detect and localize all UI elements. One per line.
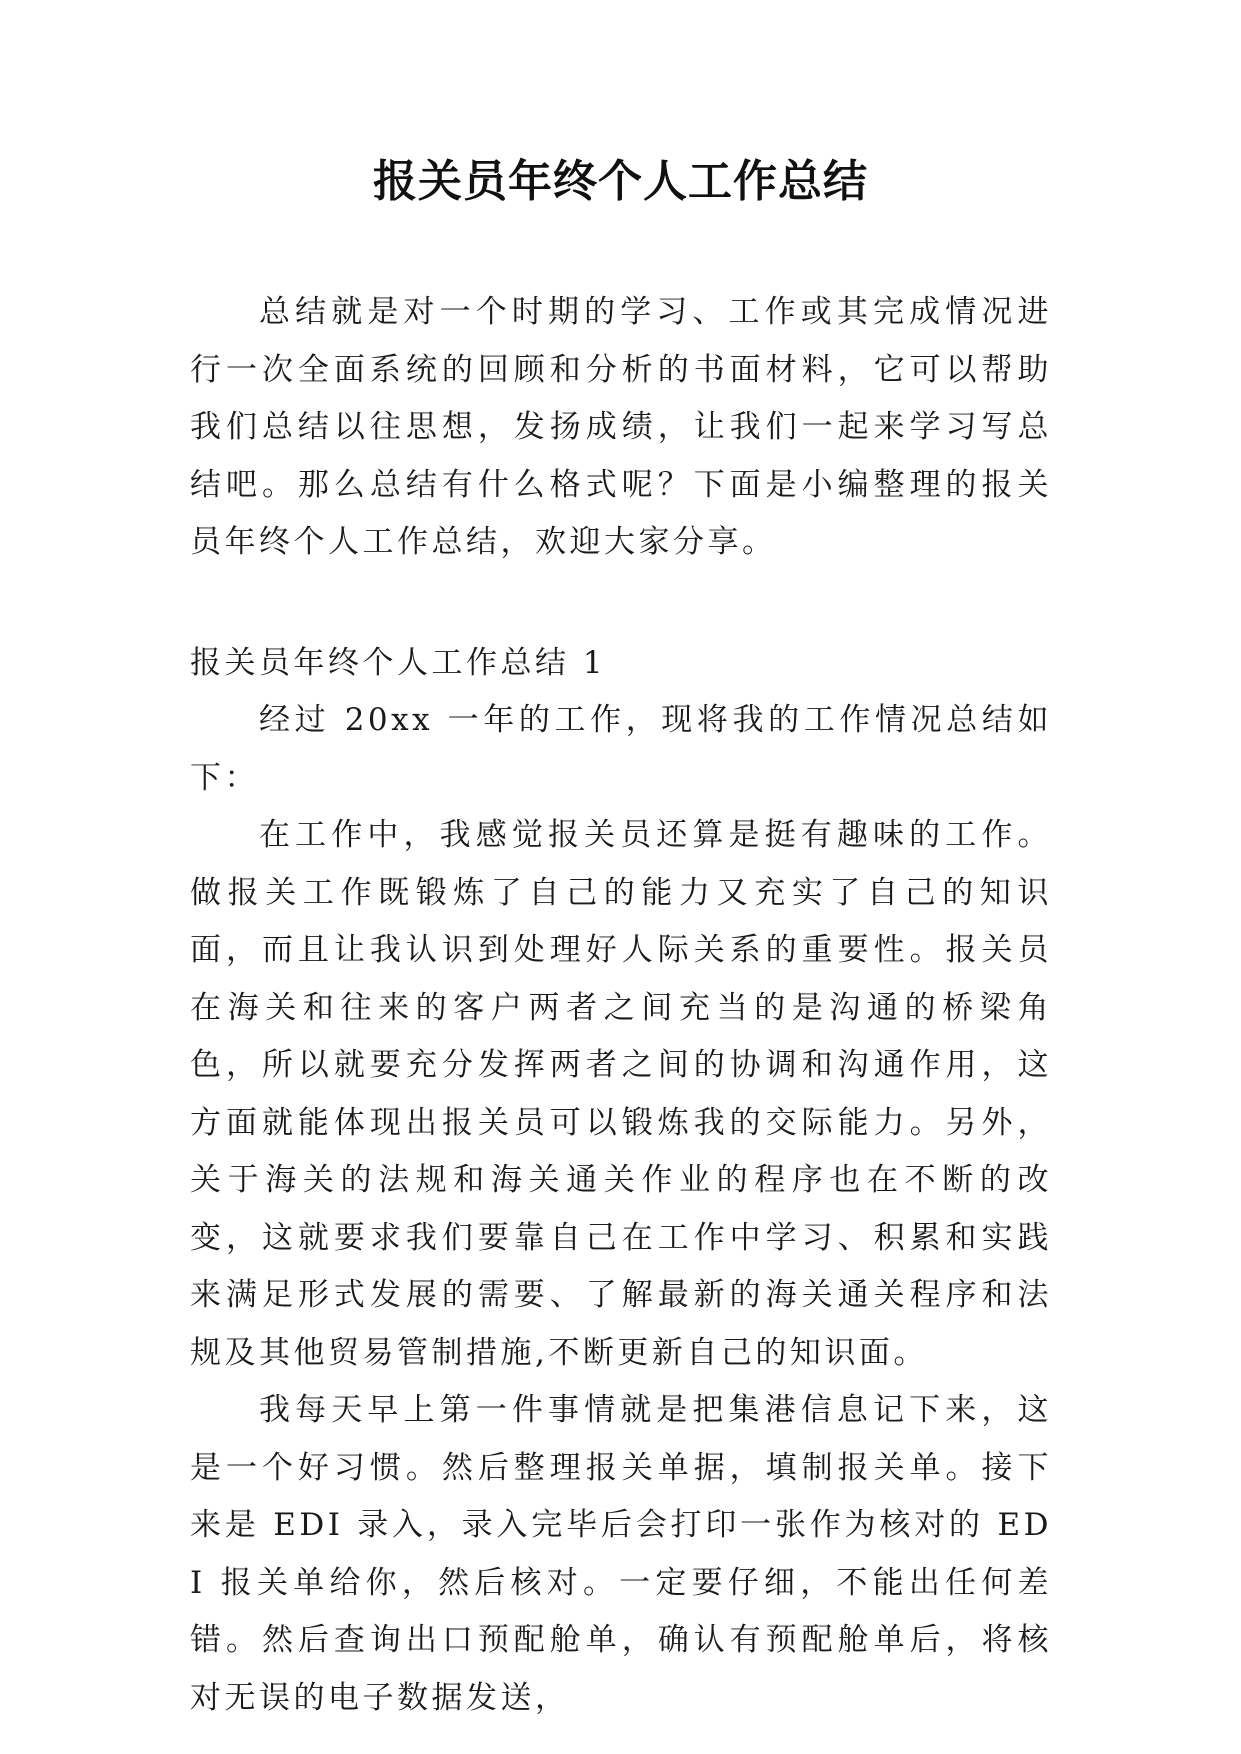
document-title: 报关员年终个人工作总结 <box>373 156 868 207</box>
section-heading: 报关员年终个人工作总结 1 <box>190 645 607 681</box>
article-body <box>190 692 1052 1727</box>
intro-paragraph: 总结就是对一个时期的学习、工作或其完成情况进行一次全面系统的回顾和分析的书面材料，它可以帮助我们总结以往思想，发扬成绩，让我们一起来学习写总结吧。那么总结有什么格式呢？下面是小编整理的报关员年终个人工作总结，欢迎大家分享。 <box>190 294 1052 560</box>
body-paragraph: 我每天早上第一件事情就是把集港信息记下来，这是一个好习惯。然后整理报关单据，填制报关单。接下来是 EDI 录入，录入完毕后会打印一张作为核对的 EDI 报关单给你，然后核对。一定要仔细，不能出任何差错。然后查询出口预配舱单，确认有预配舱单后，将核对无误的电子数据发送， <box>190 1392 1052 1716</box>
body-paragraph: 经过 20xx 一年的工作，现将我的工作情况总结如下： <box>190 702 1052 796</box>
body-paragraph: 在工作中，我感觉报关员还算是挺有趣味的工作。做报关工作既锻炼了自己的能力又充实了自己的知识面，而且让我认识到处理好人际关系的重要性。报关员在海关和往来的客户两者之间充当的是沟通的桥梁角色，所以就要充分发挥两者之间的协调和沟通作用，这方面就能体现出报关员可以锻炼我的交际能力。另外，关于海关的法规和海关通关作业的程序也在不断的改变，这就要求我们要靠自己在工作中学习、积累和实践来满足形式发展的需要、了解最新的海关通关程序和法规及其他贸易管制措施,不断更新自己的知识面。 <box>190 817 1052 1371</box>
